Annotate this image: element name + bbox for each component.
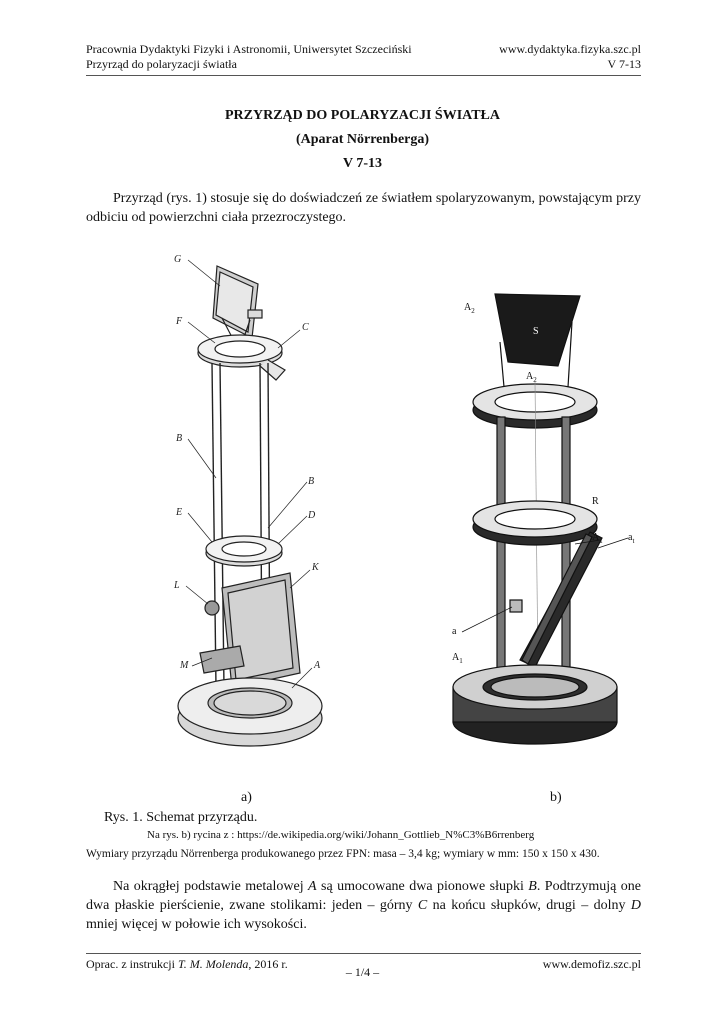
header-subject: Przyrząd do polaryzacji światła xyxy=(86,57,237,71)
figure-a-label-a: A xyxy=(314,660,321,671)
figure-b-label-a2-ring: $A_2$ xyxy=(526,371,537,384)
figure-a-label-f: F xyxy=(176,316,183,327)
document-subtitle: (Aparat Nörrenberga) xyxy=(295,132,430,147)
figure-b-label: b) xyxy=(550,790,562,805)
header-rule xyxy=(86,75,641,76)
figure-a-label-e: E xyxy=(176,507,183,518)
figure-caption: Rys. 1. Schemat przyrządu. xyxy=(104,810,258,825)
figure-a-label: a) xyxy=(241,790,252,805)
header-url: www.dydaktyka.fizyka.szc.pl xyxy=(499,42,641,56)
figure-b-illustration xyxy=(440,282,675,752)
figure-b-label-a2-top: $A_2$ xyxy=(464,302,475,315)
document-title: PRZYRZĄD DO POLARYZACJI ŚWIATŁA xyxy=(225,108,500,123)
figure-b-label-a1-right: $A_1$ xyxy=(592,532,603,545)
figure-a-label-c: C xyxy=(302,322,309,333)
header-code: V 7-13 xyxy=(607,57,641,71)
page-number: – 1/4 – xyxy=(345,965,380,979)
footer-url: www.demofiz.szc.pl xyxy=(542,957,641,971)
figure-b-label-s: S xyxy=(533,326,539,337)
footer-rule xyxy=(86,953,641,954)
figure-a-label-k: K xyxy=(312,562,319,573)
figure-source-url[interactable]: https://de.wikipedia.org/wiki/Johann_Gottlieb_N%C3%B6rrenberg xyxy=(237,829,535,841)
footer-credit: Oprac. z instrukcji T. M. Molenda, 2016 r. xyxy=(86,957,288,971)
figure-b-label-r: R xyxy=(592,496,599,507)
figure-source xyxy=(147,829,534,841)
figure-a-illustration xyxy=(160,248,335,768)
figure-b-label-at: $a_t$ xyxy=(628,532,635,545)
figure-a-label-l: L xyxy=(174,580,180,591)
figure-a-label-b-left: B xyxy=(176,433,183,444)
figure-a-label-d: D xyxy=(308,510,316,521)
figure-source-prefix: Na rys. b) rycina z : xyxy=(147,829,235,841)
body-paragraph: Na okrągłej podstawie metalowej A są umocowane dwa pionowe słupki B. Podtrzymują one dwa płaskie pierścienie, zwane stolikami: jeden – górny C na końcu słupków, drugi – dolny D mniej więcej w połowie ich wysokości. xyxy=(86,879,641,932)
figure-b-label-a-small: a xyxy=(452,626,457,637)
header-institution: Pracownia Dydaktyki Fizyki i Astronomii, Uniwersytet Szczeciński xyxy=(86,42,412,56)
figure-a-label-g: G xyxy=(174,254,182,265)
figure-dimensions: Wymiary przyrządu Nörrenberga produkowanego przez FPN: masa – 3,4 kg; wymiary w mm: 150 x 150 x 430. xyxy=(86,848,600,860)
figure-a-label-b-right: B xyxy=(308,476,315,487)
intro-paragraph: Przyrząd (rys. 1) stosuje się do doświadczeń ze światłem spolaryzowanym, powstającym przy odbiciu od powierzchni ciała przezroczystego. xyxy=(86,191,641,225)
document-code: V 7-13 xyxy=(342,156,383,171)
figure-b-label-a1-left: $A_1$ xyxy=(452,652,463,665)
figure-a-label-m: M xyxy=(180,660,189,671)
